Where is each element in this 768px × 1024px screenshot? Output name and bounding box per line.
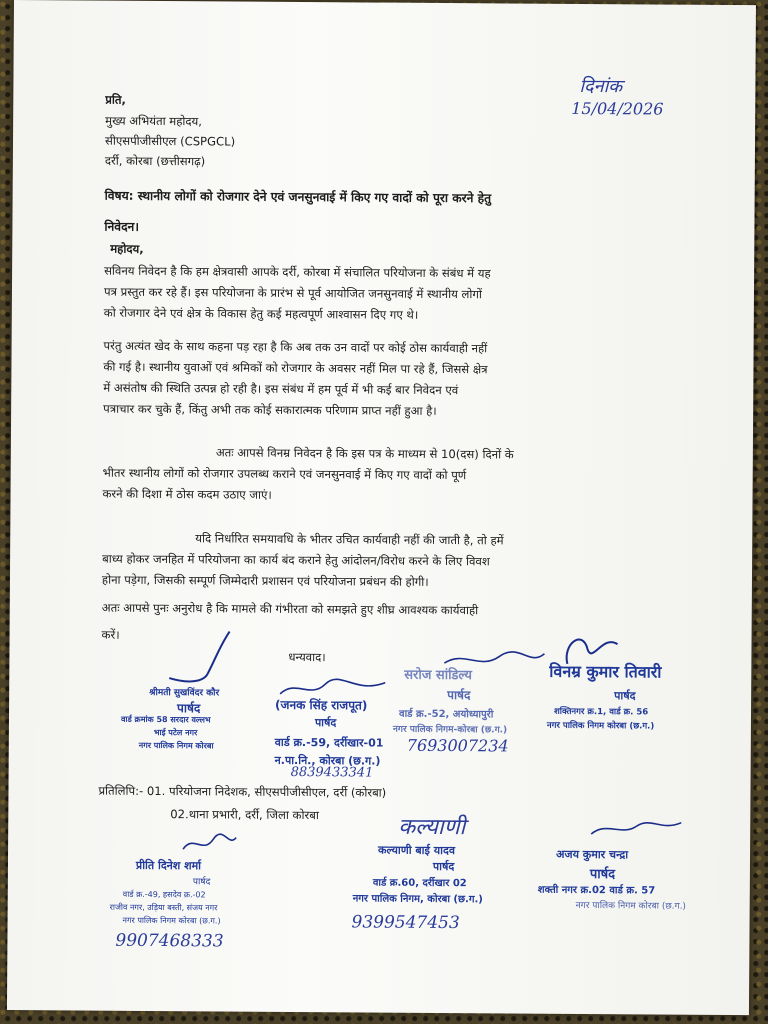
signatory-8-name: अजय कुमार चन्द्रा	[556, 847, 629, 862]
signature-mark	[586, 816, 686, 845]
signatory-7-phone: 9399547453	[351, 912, 460, 934]
signatory-6-line: राजीव नगर, उड़िया बस्ती, संजय नगर	[109, 902, 218, 913]
thanks: धन्यवाद।	[288, 649, 326, 665]
copy-line-1: प्रतिलिपि:- 01. परियोजना निदेशक, सीएसपीजीसीएल, दर्री (कोरबा)	[98, 783, 387, 800]
body-line: पत्राचार कर चुके हैं, किंतु अभी तक कोई सकारात्मक परिणाम प्राप्त नहीं हुआ है।	[103, 401, 437, 418]
body-line: बाध्य होकर जनहित में परियोजना का कार्य बंद कराने हेतु आंदोलन/विरोध करने के लिए विवश	[102, 551, 490, 569]
address-line-2: सीएसपीजीसीएल (CSPGCL)	[104, 133, 236, 149]
signatory-3-line: वार्ड क्र.-52, अयोध्यापुरी	[398, 708, 494, 721]
letter-page	[7, 0, 756, 1015]
date-label: दिनांक	[579, 75, 623, 98]
signatory-2-name: (जनक सिंह राजपूत)	[275, 697, 368, 713]
body-line: को रोजगार देने एवं क्षेत्र के विकास हेतु कई महत्वपूर्ण आश्वासन दिए गए थे।	[103, 305, 419, 322]
body-line: करने की दिशा में ठोस कदम उठाए जाएं।	[102, 486, 272, 502]
signatory-6-line: वार्ड क्र.-49, हसदेव क्र.-02	[122, 889, 206, 900]
body-line: अतः आपसे विनम्र निवेदन है कि इस पत्र के माध्यम से 10(दस) दिनों के	[215, 445, 514, 462]
signature-mark	[178, 829, 238, 859]
signatory-4-title: पार्षद	[614, 689, 636, 703]
body-line: पत्र प्रस्तुत कर रहे हैं। इस परियोजना के प्रारंभ से पूर्व आयोजित जनसुनवाई में स्थानीय लोगों	[103, 284, 483, 302]
signatory-8-line: नगर पालिक निगम कोरबा (छ.ग.)	[575, 900, 686, 912]
signatory-2-phone: 8839433341	[290, 764, 374, 781]
body-line: करें।	[101, 627, 120, 642]
signatory-1-line: भाई पटेल नगर	[153, 727, 198, 738]
signatory-4-name: विनम्र कुमार तिवारी	[549, 661, 662, 682]
signatory-3-name: सरोज सांडिल्य	[404, 667, 472, 684]
signatory-1-line: वार्ड क्रमांक 58 सरदार वल्लभ	[120, 714, 211, 725]
signatory-6-phone: 9907468333	[115, 930, 224, 952]
subject-line: विषय: स्थानीय लोगों को रोजगार देने एवं जनसुनवाई में किए गए वादों को पूरा करने हेतु	[104, 188, 492, 206]
signatory-4-line: नगर पालिक निगम कोरबा (छ.ग.)	[546, 720, 655, 732]
signatory-2-line: न.पा.नि., कोरबा (छ.ग.)	[274, 753, 381, 768]
signatory-7-line: वार्ड क्र.60, दर्रीखार 02	[372, 877, 467, 890]
copy-line-2: 02.थाना प्रभारी, दर्री, जिला कोरबा	[170, 807, 319, 823]
signatory-7-line: नगर पालिक निगम, कोरबा (छ.ग.)	[352, 893, 483, 906]
signatory-1-name: श्रीमती सुखविंदर कौर	[149, 687, 220, 699]
signatory-1-title: पार्षद	[177, 701, 201, 716]
signatory-3-phone: 7693007234	[406, 735, 509, 756]
signature-5-handwritten: कल्याणी	[398, 814, 466, 841]
body-line: परंतु अत्यंत खेद के साथ कहना पड़ रहा है कि अब तक उन वादों पर कोई ठोस कार्यवाही नहीं	[103, 338, 488, 356]
subject-cont: निवेदन।	[104, 219, 140, 234]
address-line-1: मुख्य अभियंता महोदय,	[105, 113, 203, 129]
body-line: अतः आपसे पुनः अनुरोध है कि मामले की गंभीरता को समझते हुए शीघ्र आवश्यक कार्यवाही	[101, 600, 479, 618]
signatory-6-line: नगर पालिक निगम कोरबा (छ.ग.)	[122, 915, 221, 926]
signatory-3-line: नगर पालिक निगम-कोरबा (छ.ग.)	[392, 724, 508, 736]
body-line: यदि निर्धारित समयावधि के भीतर उचित कार्यवाही नहीं की जाती है, तो हमें	[195, 531, 504, 548]
date-value: 15/04/2026	[571, 98, 664, 119]
body-line: में असंतोष की स्थिति उत्पन्न हो रही है। इस संबंध में हम पूर्व में भी कई बार निवेदन एवं	[103, 380, 459, 398]
salutation: महोदय,	[110, 241, 144, 256]
signatory-6-name: प्रीति दिनेश शर्मा	[135, 858, 202, 873]
signatory-7-name: कल्याणी बाई यादव	[378, 843, 456, 858]
signatory-8-title: पार्षद	[589, 867, 616, 883]
signatory-2-title: पार्षद	[314, 716, 337, 730]
to-label: प्रति,	[105, 92, 126, 107]
signatory-3-title: पार्षद	[447, 688, 471, 703]
signatory-4-line: शक्तिनगर क्र.1, वार्ड क्र. 56	[554, 706, 649, 718]
signatory-2-line: वार्ड क्र.-59, दर्रीखार-01	[274, 735, 384, 750]
address-line-3: दर्री, कोरबा (छत्तीसगढ़)	[104, 153, 206, 169]
body-line: भीतर स्थानीय लोगों को रोजगार उपलब्ध कराने एवं जनसुनवाई में किए गए वादों को पूर्ण	[102, 465, 467, 483]
body-line: की गई है। स्थानीय युवाओं एवं श्रमिकों को रोजगार के अवसर नहीं मिल पा रहे हैं, जिससे क्षेत्र	[103, 359, 488, 377]
body-line: होना पड़ेगा, जिसकी सम्पूर्ण जिम्मेदारी प्रशासन एवं परियोजना प्रबंधन की होगी।	[101, 572, 429, 589]
signature-mark	[159, 626, 239, 687]
signatory-1-line: नगर पालिक निगम कोरबा	[138, 740, 214, 751]
signatory-6-title: पार्षद	[192, 877, 211, 888]
signatory-8-line: शक्ती नगर क्र.02 वार्ड क्र. 57	[537, 884, 656, 897]
signatory-7-title: पार्षद	[432, 859, 455, 874]
body-line: सविनय निवेदन है कि हम क्षेत्रवासी आपके दर्री, कोरबा में संचालित परियोजना के संबंध में यह	[104, 263, 491, 281]
